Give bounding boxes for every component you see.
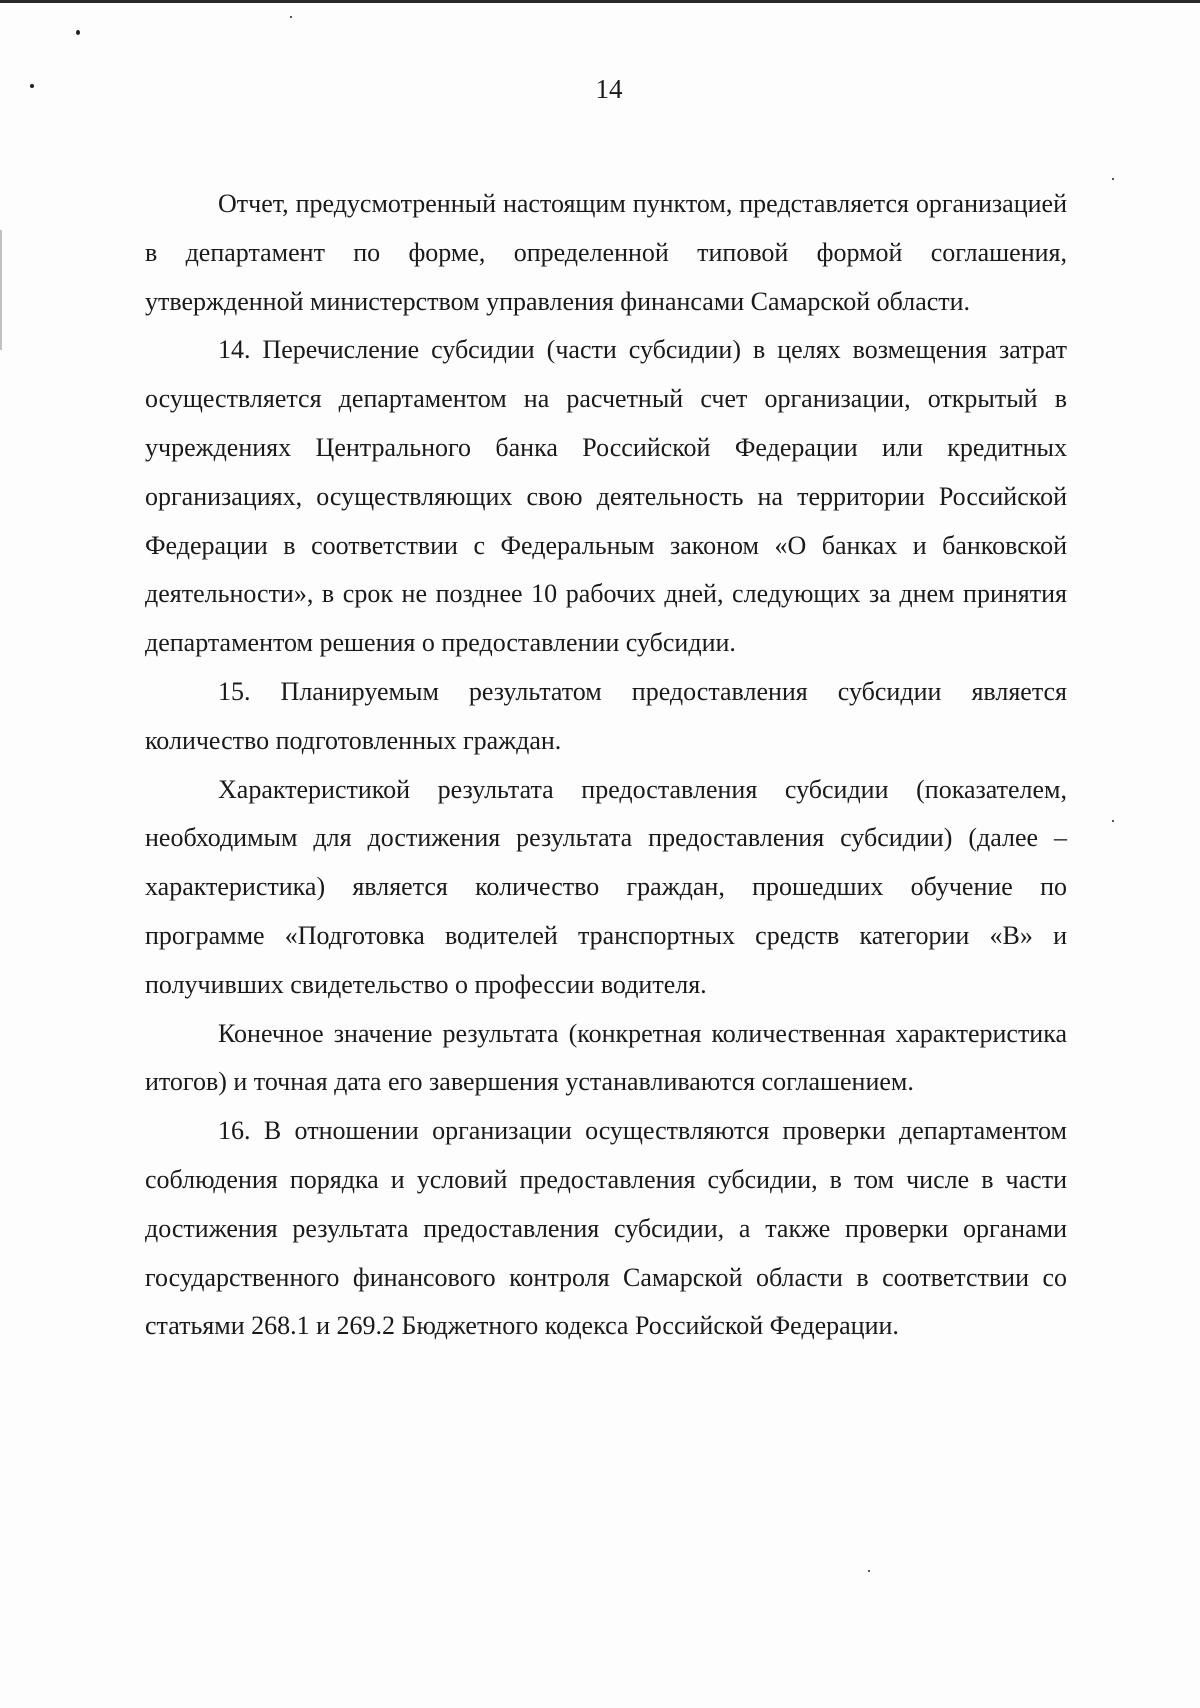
paragraph-final-value: Конечное значение результата (конкретная количественная характеристика итогов) и точная дата его завершения устанавливаются соглашением.: [145, 1018, 1067, 1097]
scan-speck: [1112, 820, 1114, 822]
scan-speck: [868, 1570, 870, 1572]
scan-speck: [76, 30, 80, 35]
paragraph-clause-14: 14. Перечисление субсидии (части субсидии) в целях возмещения затрат осуществляется департаментом на расчетный счет организации, открытый в учреждениях Центрального банка Российской Федерации или кредитных организациях, осуществляющих свою деятельность на территории Российской Федерации в соответствии с Федеральным законом «О банках и банковской деятельности», в срок не позднее 10 рабочих дней, следующих за днем принятия департаментом решения о предоставлении субсидии.: [145, 335, 1067, 658]
paragraph-result-characteristic: Характеристикой результата предоставления субсидии (показателем, необходимым для достижения результата предоставления субсидии) (далее – характеристика) является количество граждан, прошедших обучение по программе «Подготовка водителей транспортных средств категории «В» и получивших свидетельство о профессии водителя.: [145, 774, 1067, 999]
scan-speck: [1112, 178, 1114, 180]
scan-left-edge: [0, 230, 2, 350]
document-body: [145, 180, 1067, 1351]
paragraph-report-form: Отчет, предусмотренный настоящим пунктом, представляется организацией в департамент по форме, определенной типовой формой соглашения, утвержденной министерством управления финансами Самарской области.: [145, 189, 1067, 316]
scan-top-edge: [0, 0, 1200, 3]
paragraph-clause-16: 16. В отношении организации осуществляются проверки департаментом соблюдения порядка и условий предоставления субсидии, в том числе в части достижения результата предоставления субсидии, а также проверки органами государственного финансового контроля Самарской области в соответствии со статьями 268.1 и 269.2 Бюджетного кодекса Российской Федерации.: [145, 1116, 1067, 1341]
paragraph-clause-15: 15. Планируемым результатом предоставления субсидии является количество подготовленных граждан.: [145, 676, 1067, 755]
scan-speck: [290, 16, 292, 18]
page-number: 14: [595, 74, 623, 104]
